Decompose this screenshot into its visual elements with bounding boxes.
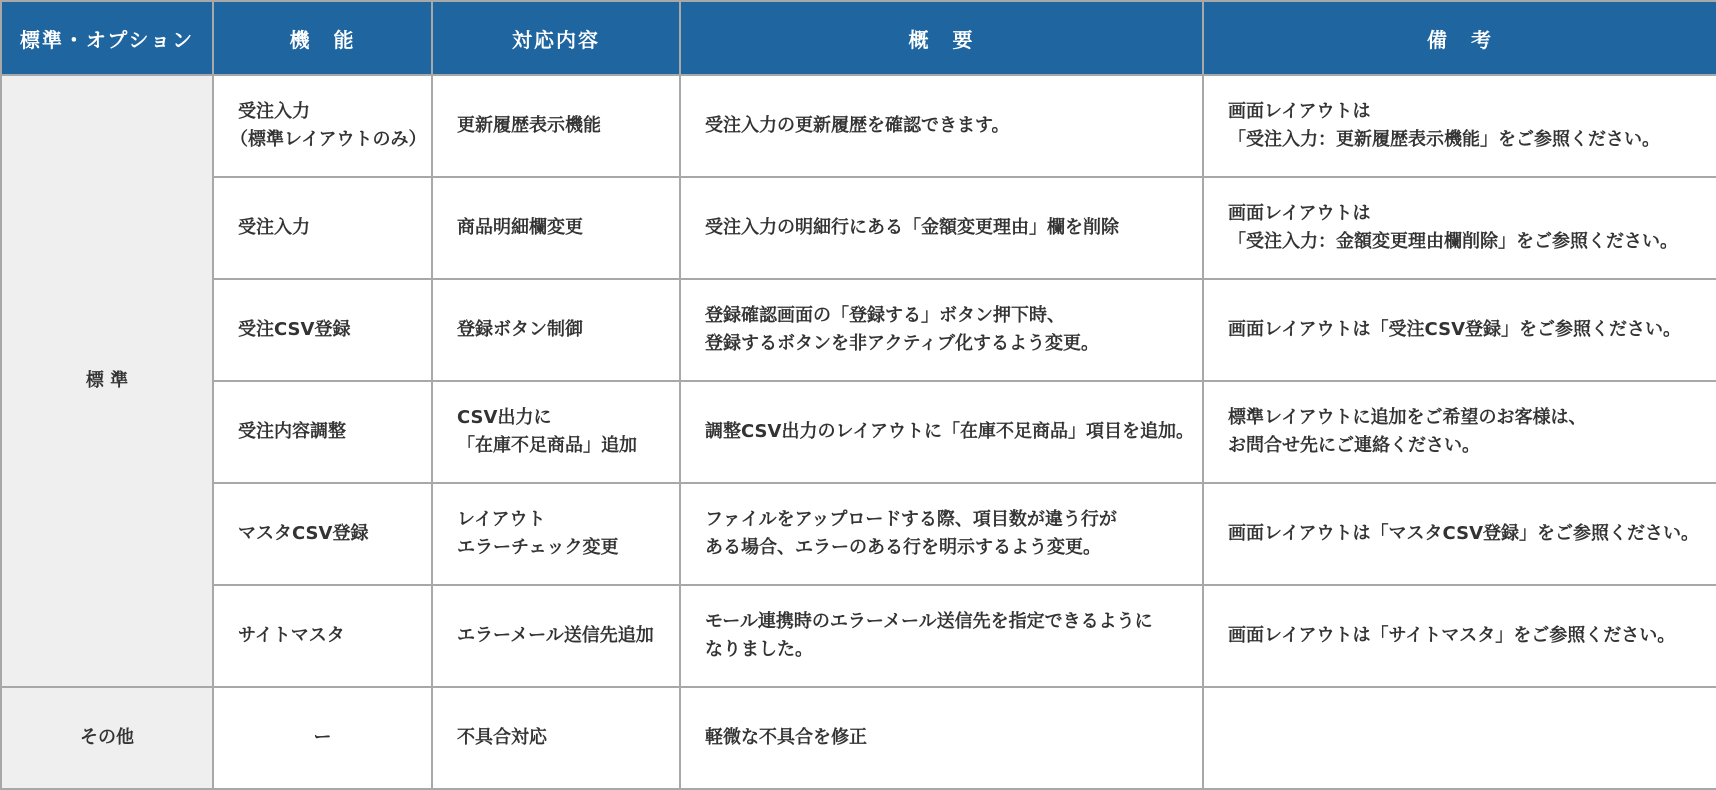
group-standard: 標 準 [1, 75, 213, 687]
content-line: 不具合対応 [457, 727, 547, 748]
summary-cell [680, 279, 1203, 381]
summary-cell [680, 687, 1203, 789]
notes-line: 画面レイアウトは「サイトマスタ」をご参照ください。 [1228, 625, 1676, 646]
summary-cell [680, 585, 1203, 687]
summary-line: ある場合、エラーのある行を明示するよう変更。 [705, 537, 1101, 558]
content-line: 登録ボタン制御 [457, 319, 583, 340]
table-row [1, 687, 1716, 789]
summary-line: 受注入力の明細行にある「金額変更理由」欄を削除 [705, 217, 1119, 238]
content-line: 「在庫不足商品」追加 [457, 435, 637, 456]
function-cell [213, 483, 432, 585]
content-line: 商品明細欄変更 [457, 217, 583, 238]
function-line: マスタCSV登録 [238, 523, 369, 544]
content-cell [432, 75, 680, 177]
summary-line: ファイルをアップロードする際、項目数が違う行が [705, 509, 1117, 530]
table-row [1, 381, 1716, 483]
content-cell [432, 483, 680, 585]
content-line: エラーチェック変更 [457, 537, 619, 558]
header-function: 機 能 [213, 1, 432, 75]
header-content: 対応内容 [432, 1, 680, 75]
table-row [1, 585, 1716, 687]
notes-line: 「受注入力：更新履歴表示機能」をご参照ください。 [1228, 129, 1660, 150]
function-line: （標準レイアウトのみ） [230, 129, 427, 150]
summary-line: 登録確認画面の「登録する」ボタン押下時、 [705, 305, 1065, 326]
table-row [1, 279, 1716, 381]
notes-cell [1203, 585, 1716, 687]
summary-line: 調整CSV出力のレイアウトに「在庫不足商品」項目を追加。 [705, 421, 1194, 442]
notes-cell [1203, 75, 1716, 177]
content-line: レイアウト [457, 509, 546, 530]
content-line: CSV出力に [457, 407, 552, 428]
function-cell [213, 279, 432, 381]
function-line: ー [313, 727, 332, 748]
notes-line: 標準レイアウトに追加をご希望のお客様は、 [1228, 407, 1587, 428]
group-other: その他 [1, 687, 213, 789]
notes-cell [1203, 483, 1716, 585]
content-line: エラーメール送信先追加 [457, 625, 654, 646]
summary-line: なりました。 [705, 639, 813, 660]
function-line: 受注入力 [238, 217, 310, 238]
function-line: 受注入力 [238, 101, 310, 122]
table-row [1, 483, 1716, 585]
header-type: 標準・オプション [1, 1, 213, 75]
table-row [1, 75, 1716, 177]
summary-cell [680, 381, 1203, 483]
content-cell [432, 585, 680, 687]
summary-line: 受注入力の更新履歴を確認できます。 [705, 115, 1010, 136]
function-cell [213, 585, 432, 687]
notes-line: お問合せ先にご連絡ください。 [1228, 435, 1480, 456]
notes-line: 画面レイアウトは [1228, 203, 1371, 224]
content-line: 更新履歴表示機能 [457, 115, 601, 136]
notes-line: 画面レイアウトは「受注CSV登録」をご参照ください。 [1228, 319, 1681, 340]
header-notes: 備 考 [1203, 1, 1716, 75]
content-cell [432, 381, 680, 483]
function-line: サイトマスタ [238, 625, 345, 646]
summary-cell [680, 483, 1203, 585]
summary-cell [680, 75, 1203, 177]
notes-line: 画面レイアウトは [1228, 101, 1371, 122]
notes-cell [1203, 177, 1716, 279]
function-cell [213, 177, 432, 279]
summary-line: 軽微な不具合を修正 [705, 727, 867, 748]
notes-line: 「受注入力：金額変更理由欄削除」をご参照ください。 [1228, 231, 1678, 252]
function-line: 受注CSV登録 [238, 319, 351, 340]
function-cell [213, 75, 432, 177]
table-row [1, 177, 1716, 279]
content-cell [432, 687, 680, 789]
summary-line: 登録するボタンを非アクティブ化するよう変更。 [705, 333, 1100, 354]
notes-cell [1203, 279, 1716, 381]
function-cell [213, 381, 432, 483]
header-row [1, 1, 1716, 75]
summary-line: モール連携時のエラーメール送信先を指定できるように [705, 611, 1153, 632]
content-cell [432, 279, 680, 381]
notes-line: 画面レイアウトは「マスタCSV登録」をご参照ください。 [1228, 523, 1699, 544]
summary-cell [680, 177, 1203, 279]
notes-cell [1203, 687, 1716, 789]
header-summary: 概 要 [680, 1, 1203, 75]
content-cell [432, 177, 680, 279]
notes-cell [1203, 381, 1716, 483]
function-cell [213, 687, 432, 789]
function-line: 受注内容調整 [238, 421, 346, 442]
